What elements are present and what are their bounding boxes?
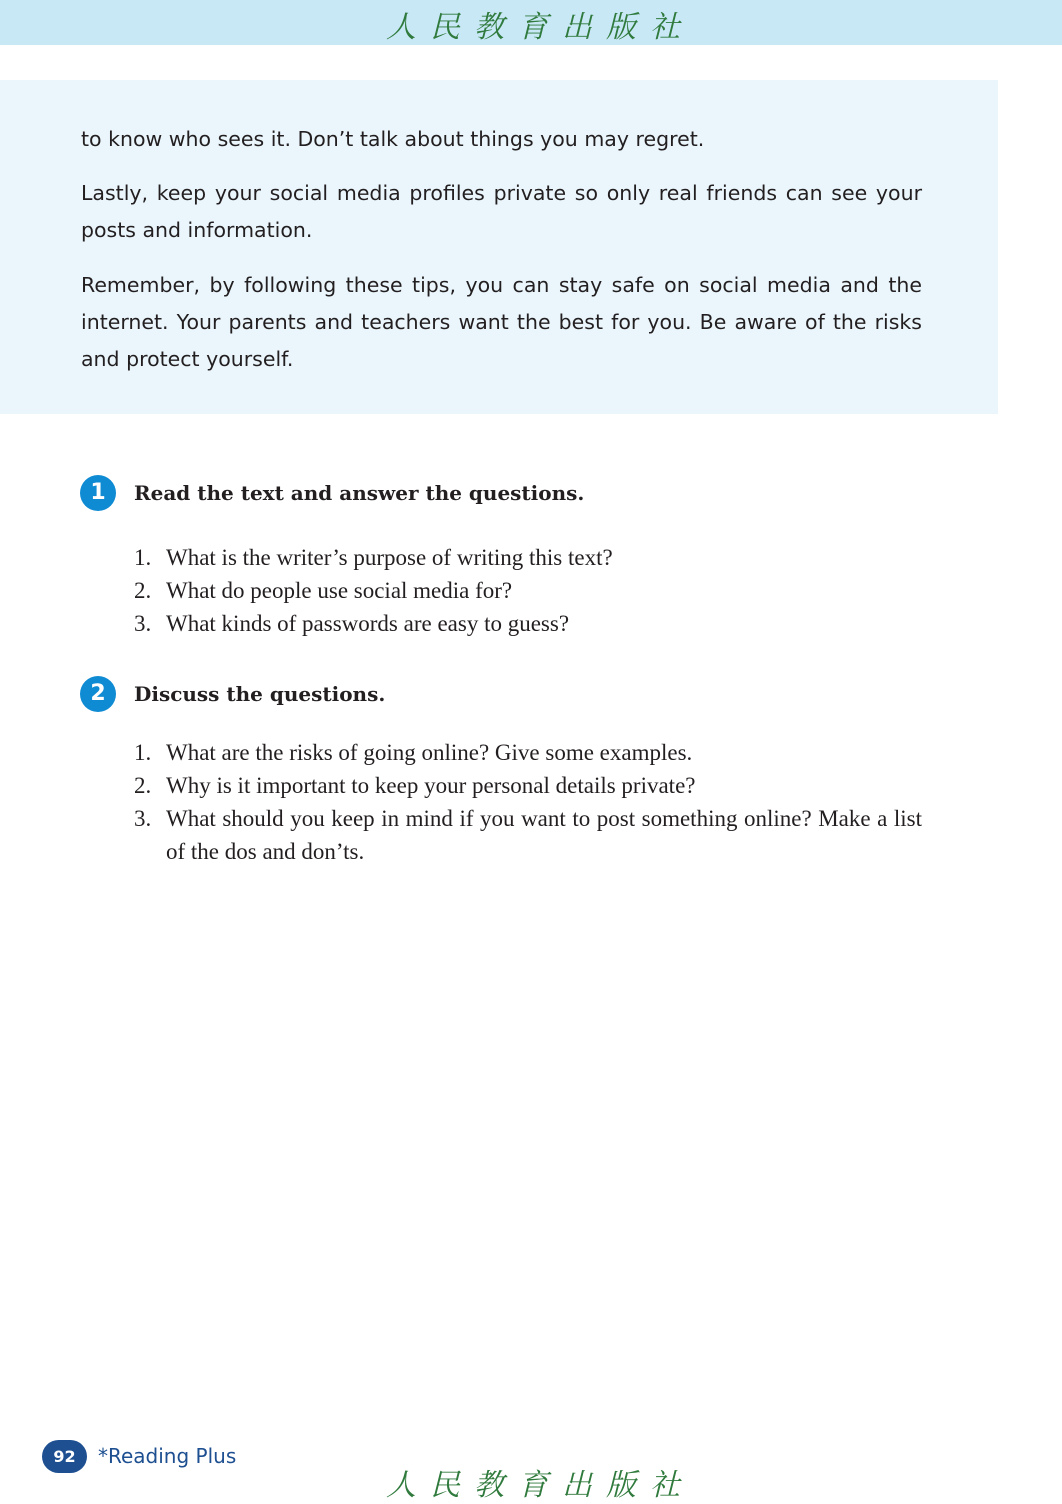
page-number-badge: 92 xyxy=(42,1440,87,1473)
publisher-logo-top: 人民教育出版社 xyxy=(386,10,694,45)
exercise-1-title: Read the text and answer the questions. xyxy=(134,481,585,505)
book-title: *Reading Plus xyxy=(98,1444,237,1468)
question-item: 1. What is the writer’s purpose of writing this text? xyxy=(134,545,613,570)
question-item: 3. What should you keep in mind if you want to post something online? Make a list of the dos and don’ts. xyxy=(134,806,922,864)
reading-paragraph: Lastly, keep your social media profiles private so only real friends can see your posts and information. xyxy=(81,181,922,242)
reading-text-box xyxy=(0,80,998,414)
exercise-1-question-list xyxy=(134,541,922,640)
reading-paragraph: to know who sees it. Don’t talk about things you may regret. xyxy=(81,127,705,151)
question-item: 1. What are the risks of going online? Give some examples. xyxy=(134,740,693,765)
question-item: 2. What do people use social media for? xyxy=(134,578,513,603)
question-item: 2. Why is it important to keep your personal details private? xyxy=(134,773,696,798)
exercise-2-title: Discuss the questions. xyxy=(134,682,386,706)
exercise-1-number-badge: 1 xyxy=(80,475,116,511)
reading-paragraph: Remember, by following these tips, you can stay safe on social media and the internet. Your parents and teachers want the best for you. Be aware of the risks and protect yourself. xyxy=(81,273,922,371)
question-item: 3. What kinds of passwords are easy to guess? xyxy=(134,611,570,636)
exercise-2-question-list xyxy=(134,736,922,868)
exercise-2-number-badge: 2 xyxy=(80,676,116,712)
publisher-logo-bottom: 人民教育出版社 xyxy=(386,1468,694,1503)
